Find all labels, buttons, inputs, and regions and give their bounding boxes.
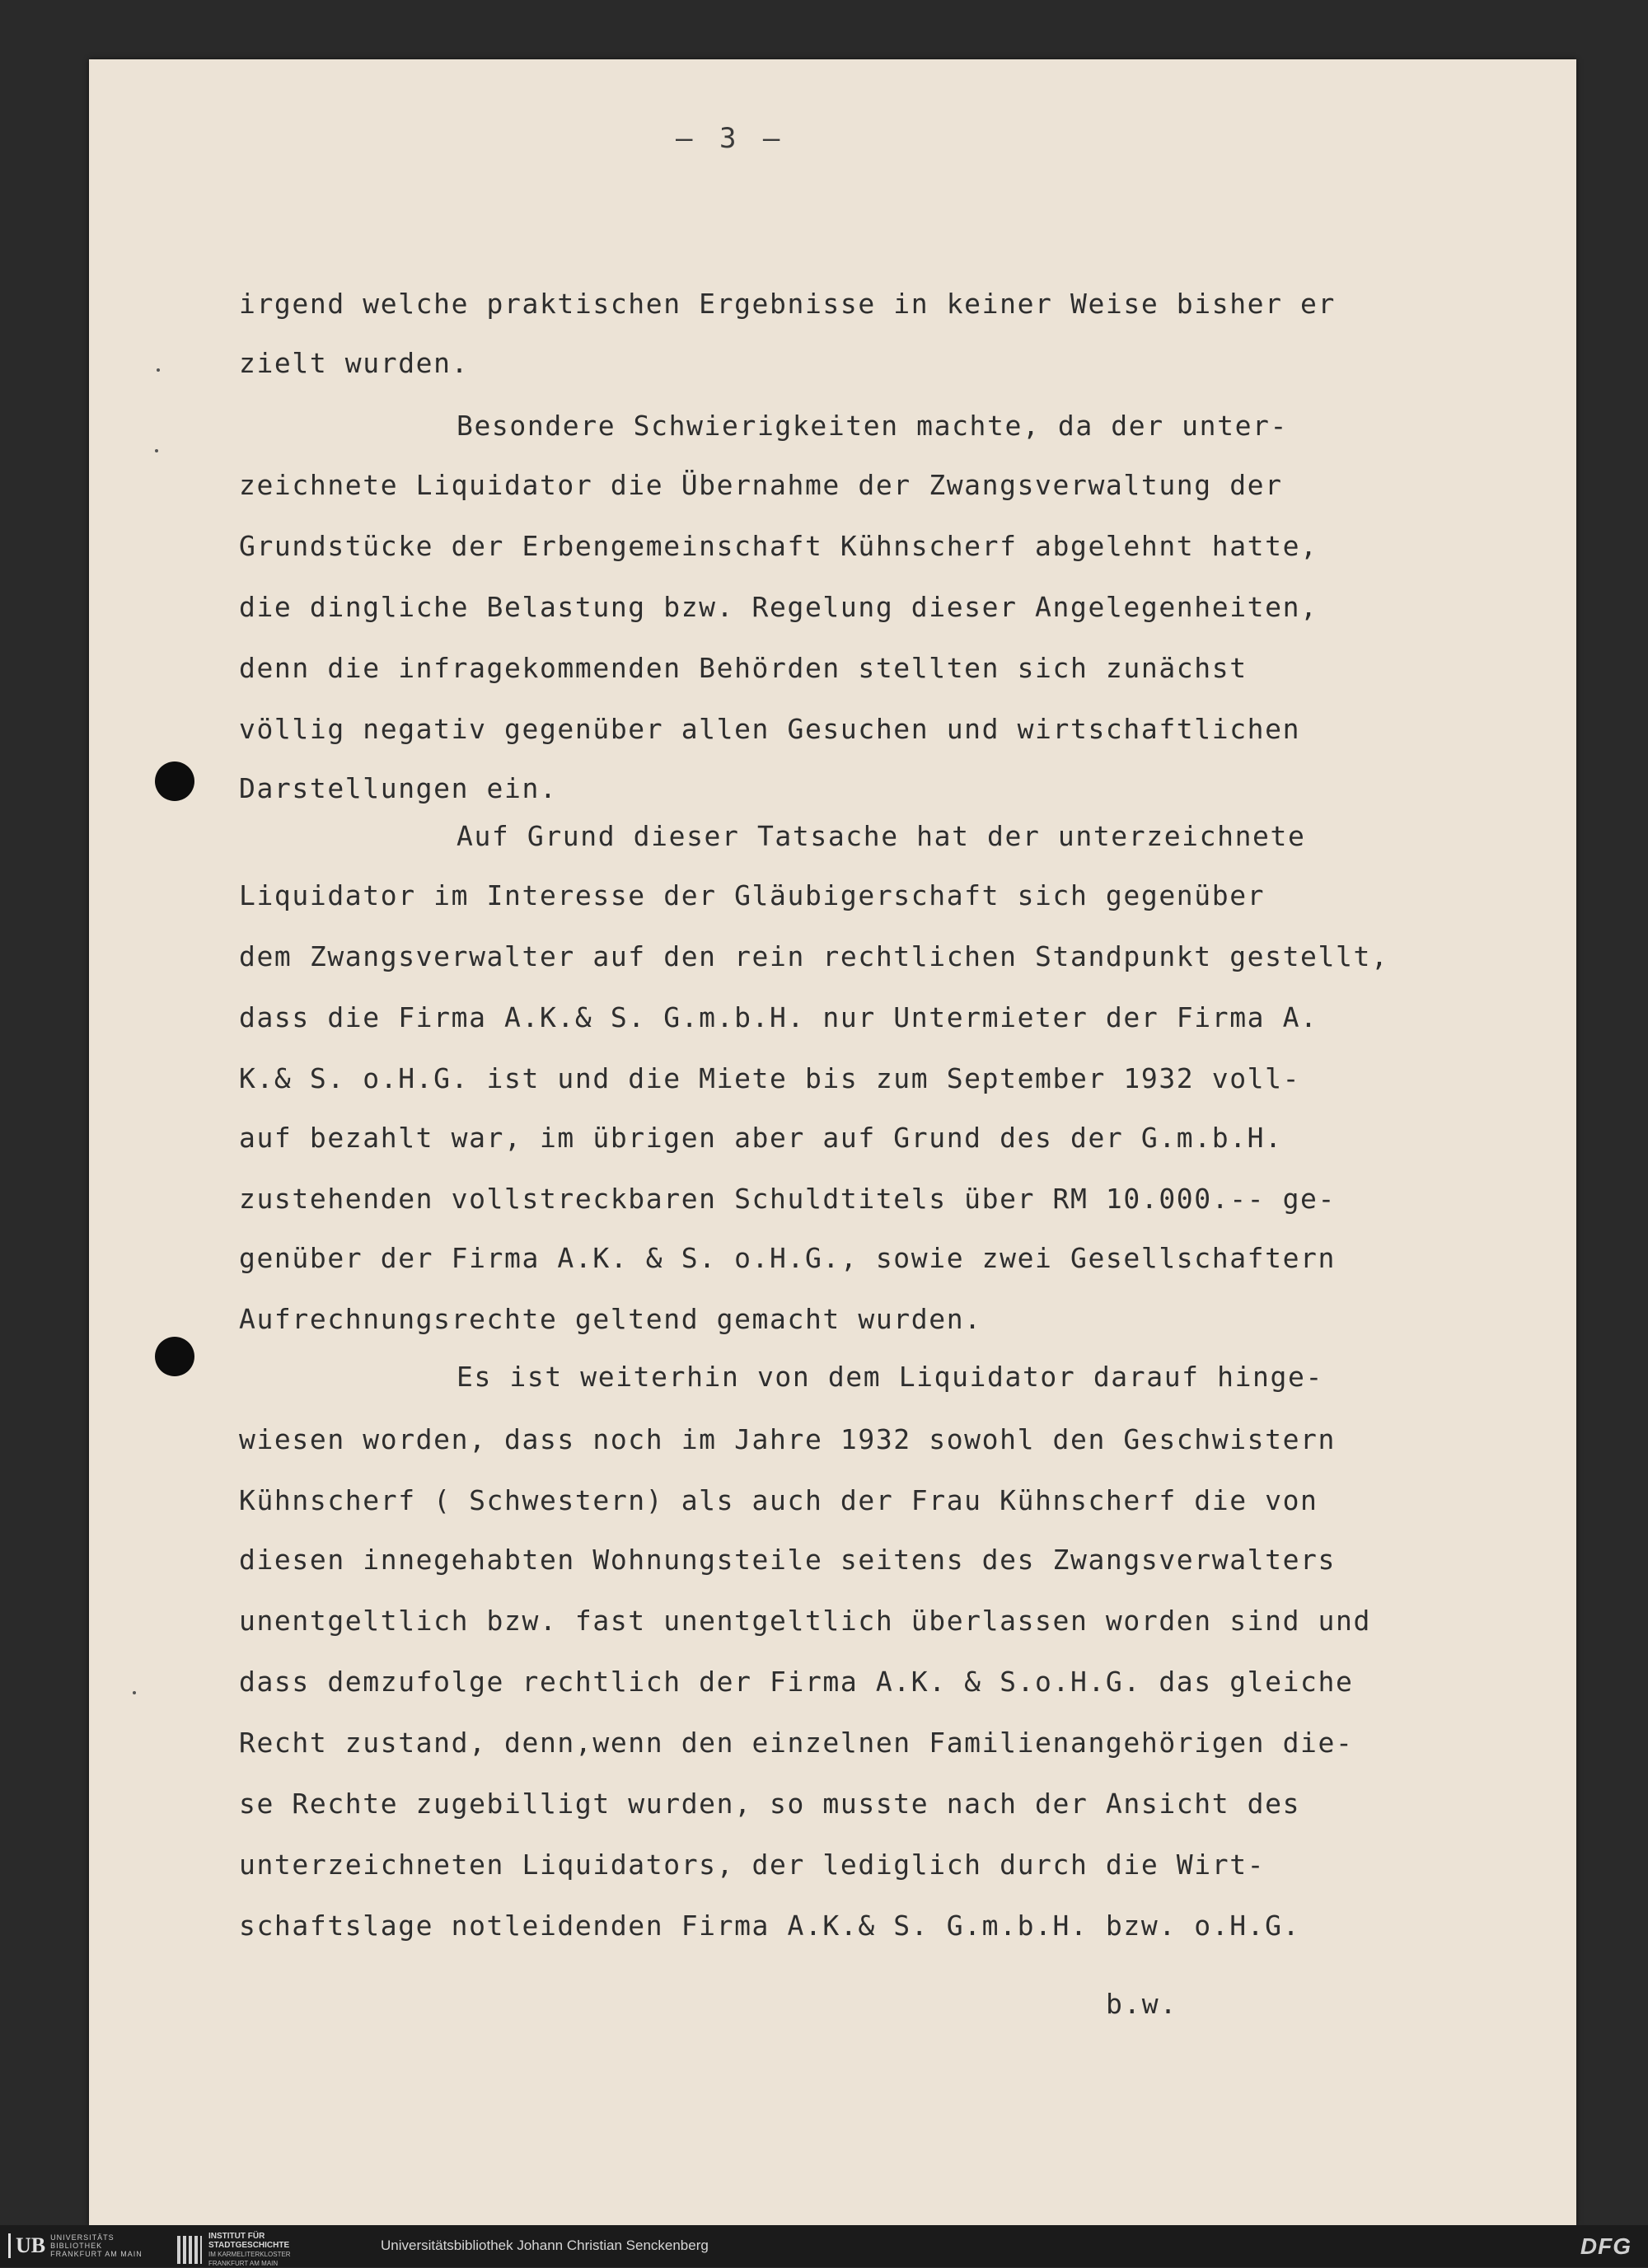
- punch-hole-top: [155, 761, 194, 801]
- dfg-logo: DFG: [1580, 2233, 1632, 2259]
- text-line: unentgeltlich bzw. fast unentgeltlich überlassen worden sind und: [239, 1605, 1371, 1637]
- isg-logo-text: [208, 2232, 291, 2268]
- closing-note: b.w.: [1106, 1988, 1178, 2020]
- text-line: die dingliche Belastung bzw. Regelung dieser Angelegenheiten,: [239, 591, 1318, 623]
- ub-logo-text: [50, 2233, 143, 2258]
- text-line: diesen innegehabten Wohnungsteile seitens des Zwangsverwalters: [239, 1544, 1336, 1576]
- footer-bar: [0, 2225, 1648, 2267]
- library-name: Universitätsbibliothek Johann Christian Senckenberg: [381, 2238, 709, 2253]
- isg-logo-icon: [177, 2236, 202, 2264]
- ub-text-line: UNIVERSITÄTS: [50, 2233, 115, 2242]
- text-line: Kühnscherf ( Schwestern) als auch der Frau Kühnscherf die von: [239, 1484, 1318, 1516]
- paper-speck: [133, 1691, 136, 1694]
- text-line: Grundstücke der Erbengemeinschaft Kühnscherf abgelehnt hatte,: [239, 530, 1318, 562]
- text-line: völlig negativ gegenüber allen Gesuchen und wirtschaftlichen: [239, 713, 1301, 745]
- text-line: irgend welche praktischen Ergebnisse in keiner Weise bisher er: [239, 288, 1336, 320]
- text-line: Liquidator im Interesse der Gläubigerschaft sich gegenüber: [239, 879, 1266, 911]
- isg-logo: [177, 2232, 291, 2268]
- text-line: schaftslage notleidenden Firma A.K.& S. G.m.b.H. bzw. o.H.G.: [239, 1910, 1301, 1942]
- text-line: Es ist weiterhin von dem Liquidator darauf hinge-: [456, 1361, 1323, 1393]
- isg-text-line: IM KARMELITERKLOSTER: [208, 2251, 291, 2258]
- text-line: dem Zwangsverwalter auf den rein rechtlichen Standpunkt gestellt,: [239, 940, 1389, 972]
- text-line: auf bezahlt war, im übrigen aber auf Grund des der G.m.b.H.: [239, 1122, 1283, 1154]
- text-line: zeichnete Liquidator die Übernahme der Zwangsverwaltung der: [239, 469, 1283, 501]
- isg-text-line: INSTITUT FÜR: [208, 2232, 265, 2241]
- text-line: Besondere Schwierigkeiten machte, da der unter-: [456, 410, 1288, 442]
- text-line: dass demzufolge rechtlich der Firma A.K. & S.o.H.G. das gleiche: [239, 1666, 1354, 1698]
- text-line: Recht zustand, denn,wenn den einzelnen Familienangehörigen die-: [239, 1727, 1354, 1759]
- text-line: zielt wurden.: [239, 347, 470, 379]
- text-line: K.& S. o.H.G. ist und die Miete bis zum September 1932 voll-: [239, 1062, 1301, 1094]
- ub-logo-mark: UB: [8, 2233, 45, 2258]
- paper-speck: [157, 368, 160, 372]
- punch-hole-bottom: [155, 1337, 194, 1376]
- text-line: Auf Grund dieser Tatsache hat der unterzeichnete: [456, 820, 1306, 852]
- text-line: denn die infragekommenden Behörden stellten sich zunächst: [239, 652, 1248, 684]
- page-number: – 3 –: [676, 122, 785, 155]
- text-line: Aufrechnungsrechte geltend gemacht wurden.: [239, 1303, 982, 1335]
- text-line: genüber der Firma A.K. & S. o.H.G., sowie zwei Gesellschaftern: [239, 1242, 1336, 1274]
- ub-text-line: BIBLIOTHEK: [50, 2242, 103, 2250]
- paper-speck: [155, 449, 158, 452]
- ub-text-line: FRANKFURT AM MAIN: [50, 2250, 143, 2258]
- text-line: Darstellungen ein.: [239, 772, 558, 804]
- text-line: unterzeichneten Liquidators, der lediglich durch die Wirt-: [239, 1849, 1266, 1881]
- text-line: wiesen worden, dass noch im Jahre 1932 sowohl den Geschwistern: [239, 1423, 1336, 1455]
- isg-text-line: STADTGESCHICHTE: [208, 2241, 290, 2250]
- isg-text-line: FRANKFURT AM MAIN: [208, 2260, 279, 2267]
- text-line: se Rechte zugebilligt wurden, so musste nach der Ansicht des: [239, 1788, 1301, 1820]
- ub-logo: [8, 2233, 143, 2258]
- text-line: dass die Firma A.K.& S. G.m.b.H. nur Untermieter der Firma A.: [239, 1001, 1318, 1033]
- text-line: zustehenden vollstreckbaren Schuldtitels über RM 10.000.-- ge-: [239, 1183, 1336, 1215]
